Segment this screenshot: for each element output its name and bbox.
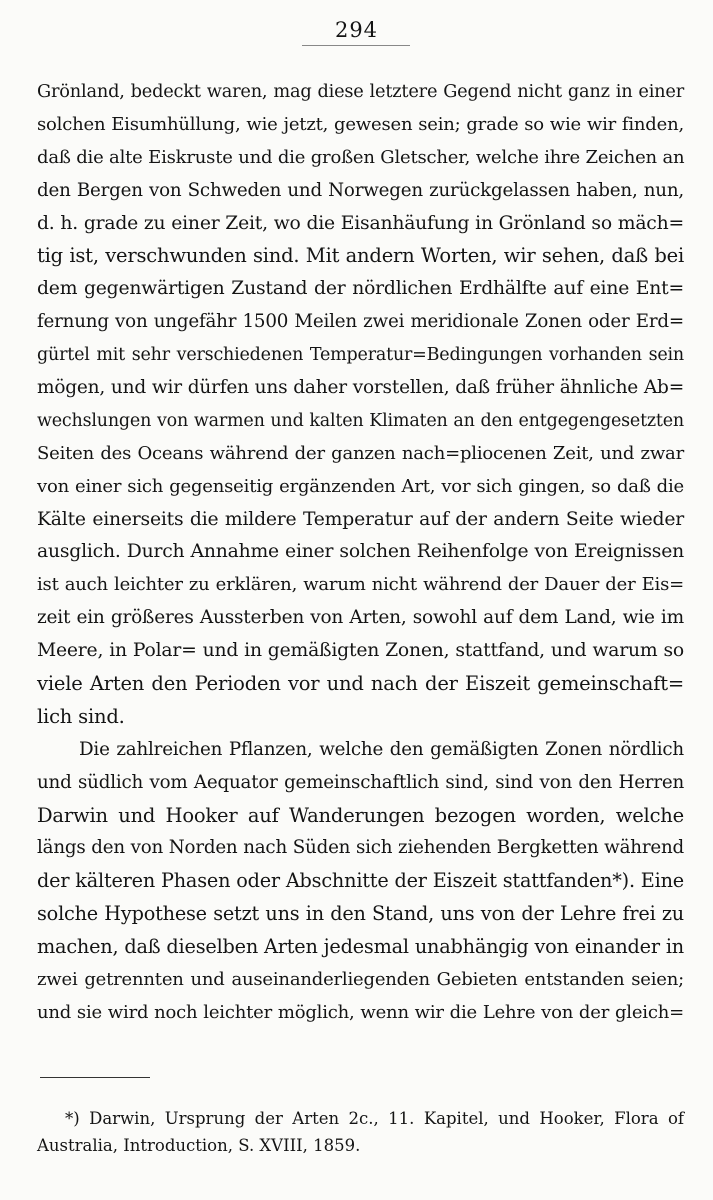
text-line: zeit ein größeres Aussterben von Arten, sowohl auf dem Land, wie im — [37, 607, 684, 629]
text-line: tig ist, verschwunden sind. Mit andern Worten, wir sehen, daß bei — [37, 244, 684, 268]
text-line: solchen Eisumhüllung, wie jetzt, gewesen sein; grade so wie wir finden, — [37, 113, 684, 135]
text-line: Kälte einerseits die mildere Temperatur auf der andern Seite wieder — [37, 508, 684, 530]
text-line: und sie wird noch leichter möglich, wenn wir die Lehre von der gleich= — [37, 1001, 684, 1023]
text-line: fernung von ungefähr 1500 Meilen zwei meridionale Zonen oder Erd= — [37, 311, 684, 333]
text-line: Darwin und Hooker auf Wanderungen bezogen worden, welche — [37, 803, 684, 827]
text-line: daß die alte Eiskruste und die großen Gletscher, welche ihre Zeichen an — [37, 146, 685, 168]
footnote-line: *) Darwin, Ursprung der Arten 2c., 11. Kapitel, und Hooker, Flora of — [65, 1109, 684, 1128]
text-line: ist auch leichter zu erklären, warum nicht während der Dauer der Eis= — [37, 574, 684, 596]
text-line: Meere, in Polar= und in gemäßigten Zonen, stattfand, und warum so — [37, 640, 684, 662]
footnote — [37, 1105, 684, 1159]
text-line: Seiten des Oceans während der ganzen nach=pliocenen Zeit, und zwar — [37, 442, 684, 464]
text-line: Die zahlreichen Pflanzen, welche den gemäßigten Zonen nördlich — [79, 738, 684, 760]
text-line: wechslungen von warmen und kalten Klimaten an den entgegengesetzten — [37, 410, 684, 431]
text-line: Grönland, bedeckt waren, mag diese letztere Gegend nicht ganz in einer — [37, 82, 684, 102]
text-line: zwei getrennten und auseinanderliegenden Gebieten entstanden seien; — [37, 969, 684, 991]
text-line: von einer sich gegenseitig ergänzenden Art, vor sich gingen, so daß die — [37, 475, 684, 497]
text-line: machen, daß dieselben Arten jedesmal unabhängig von einander in — [37, 935, 684, 959]
body-text — [37, 76, 684, 1030]
text-line: mögen, und wir dürfen uns daher vorstellen, daß früher ähnliche Ab= — [37, 377, 684, 399]
text-line: d. h. grade zu einer Zeit, wo die Eisanhäufung in Grönland so mäch= — [37, 212, 684, 234]
footnote-rule — [40, 1077, 150, 1078]
page-number: 294 — [334, 18, 379, 42]
text-line: der kälteren Phasen oder Abschnitte der Eiszeit stattfanden*). Eine — [37, 869, 684, 893]
footnote-line: Australia, Introduction, S. XVIII, 1859. — [37, 1136, 361, 1155]
text-line: dem gegenwärtigen Zustand der nördlichen Erdhälfte auf eine Ent= — [37, 278, 684, 300]
text-line: längs den von Norden nach Süden sich ziehenden Bergketten während — [37, 837, 684, 859]
text-line: den Bergen von Schweden und Norwegen zurückgelassen haben, nun, — [37, 179, 684, 201]
header-rule — [302, 45, 410, 46]
text-line: gürtel mit sehr verschiedenen Temperatur=Bedingungen vorhanden sein — [37, 345, 684, 366]
text-line: und südlich vom Aequator gemeinschaftlich sind, sind von den Herren — [37, 771, 684, 793]
text-line: ausglich. Durch Annahme einer solchen Reihenfolge von Ereignissen — [37, 541, 684, 563]
text-line: solche Hypothese setzt uns in den Stand, uns von der Lehre frei zu — [37, 902, 684, 926]
text-line: viele Arten den Perioden vor und nach der Eiszeit gemeinschaft= — [37, 672, 684, 696]
text-line: lich sind. — [37, 704, 125, 728]
